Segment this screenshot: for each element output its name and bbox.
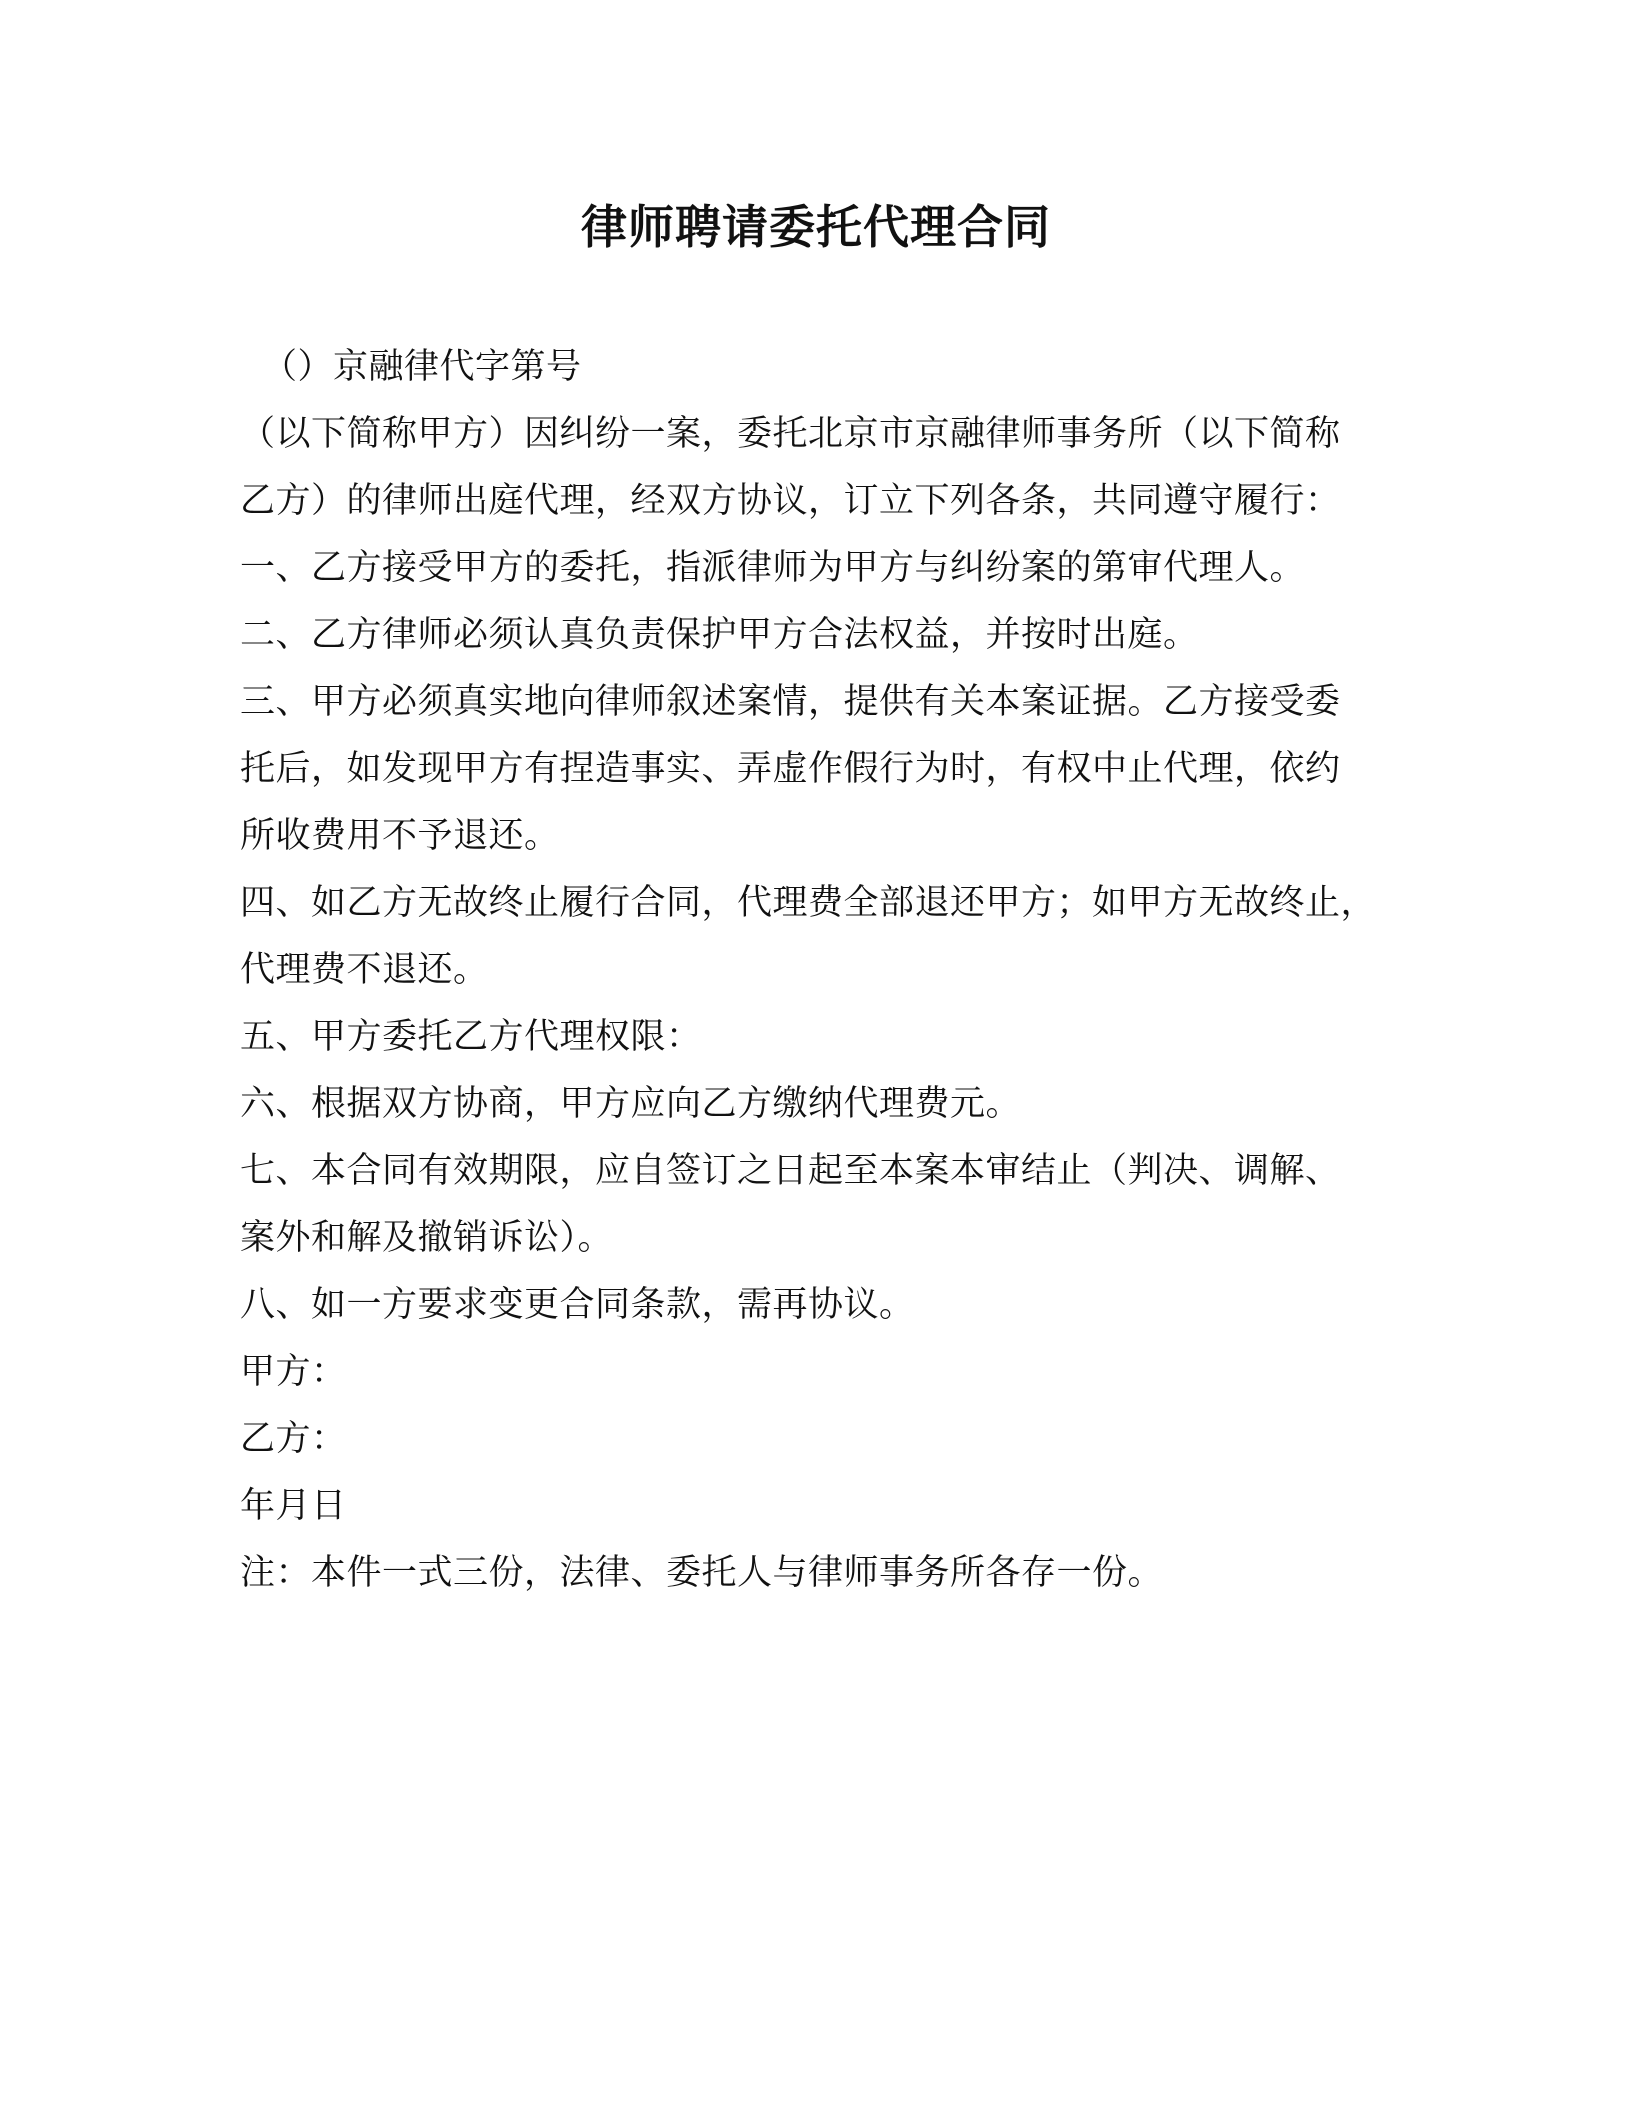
clause-6: 六、根据双方协商，甲方应向乙方缴纳代理费元。 <box>240 1084 1022 1124</box>
party-a-signature: 甲方： <box>240 1352 347 1392</box>
clause-8: 八、如一方要求变更合同条款，需再协议。 <box>240 1285 915 1325</box>
clause-7-line-2: 案外和解及撤销诉讼）。 <box>240 1218 614 1258</box>
document-body <box>240 334 1390 1607</box>
intro-line-2: 乙方）的律师出庭代理，经双方协议，订立下列各条，共同遵守履行： <box>240 481 1341 521</box>
clause-3-line-2: 托后，如发现甲方有捏造事实、弄虚作假行为时，有权中止代理，依约 <box>240 749 1341 789</box>
clause-3-line-1: 三、甲方必须真实地向律师叙述案情，提供有关本案证据。乙方接受委 <box>240 682 1341 722</box>
date-line: 年月日 <box>240 1486 347 1526</box>
reference-number: （）京融律代字第号 <box>262 347 582 387</box>
clause-4-line-1: 四、如乙方无故终止履行合同，代理费全部退还甲方；如甲方无故终止， <box>240 883 1377 923</box>
document-title: 律师聘请委托代理合同 <box>581 200 1051 254</box>
intro-line-1: （以下简称甲方）因纠纷一案，委托北京市京融律师事务所（以下简称 <box>240 414 1341 454</box>
clause-2: 二、乙方律师必须认真负责保护甲方合法权益，并按时出庭。 <box>240 615 1199 655</box>
clause-7-line-1: 七、本合同有效期限，应自签订之日起至本案本审结止（判决、调解、 <box>240 1151 1341 1191</box>
clause-1: 一、乙方接受甲方的委托，指派律师为甲方与纠纷案的第审代理人。 <box>240 548 1306 588</box>
note-line: 注：本件一式三份，法律、委托人与律师事务所各存一份。 <box>240 1553 1164 1593</box>
party-b-signature: 乙方： <box>240 1419 347 1459</box>
clause-3-line-3: 所收费用不予退还。 <box>240 816 560 856</box>
clause-4-line-2: 代理费不退还。 <box>240 950 489 990</box>
clause-5: 五、甲方委托乙方代理权限： <box>240 1017 702 1057</box>
